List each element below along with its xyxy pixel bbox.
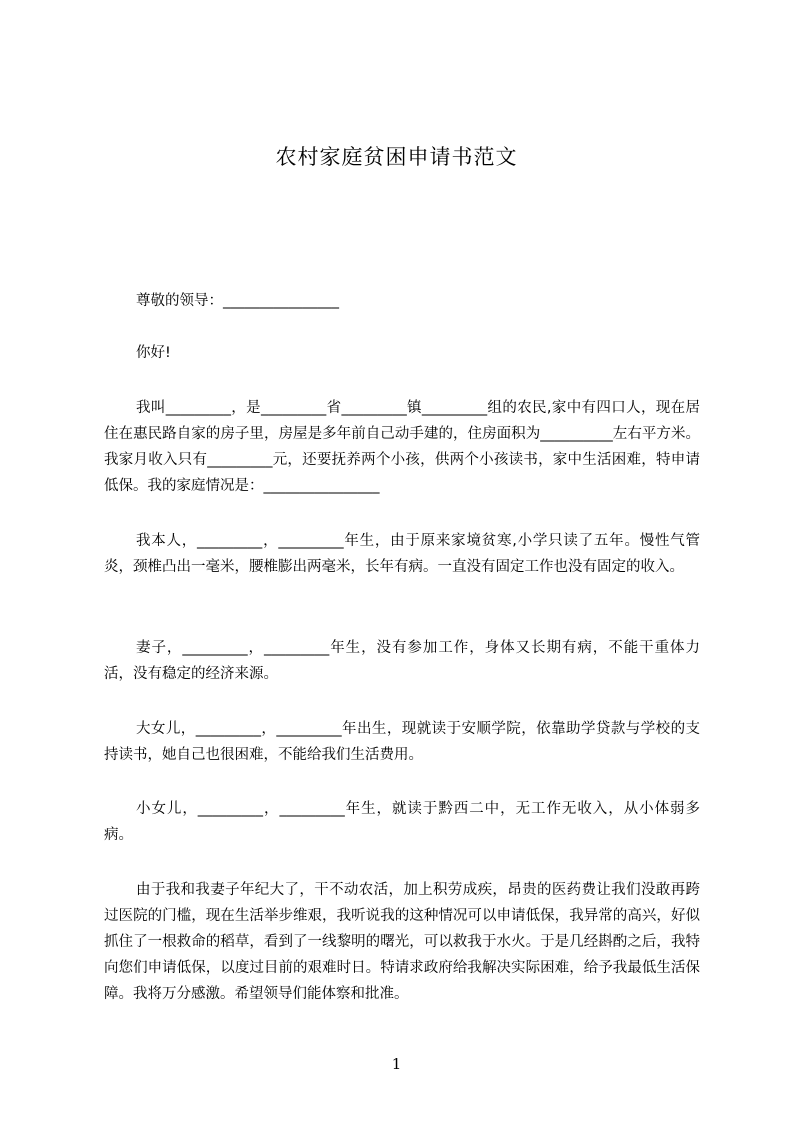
page-title: 农村家庭贫困申请书范文 — [275, 145, 518, 169]
paragraph-elder-daughter: 大女儿，_________，_________年出生，现就读于安顺学院，依靠助学贷款与学校的支持读书，她自己也很困难，不能给我们生活费用。 — [104, 721, 700, 763]
paragraph-request: 由于我和我妻子年纪大了，干不动农活，加上积劳成疾，昂贵的医药费让我们没敢再跨过医院的门槛，现在生活举步维艰，我听说我的这种情况可以申请低保，我异常的高兴，好似抓住了一根救命的稻草，看到了一线黎明的曙光，可以救我于水火。于是几经斟酌之后，我特向您们申请低保，以度过目前的艰难时日。特请求政府给我解决实际困难，给予我最低生活保障。我将万分感激。希望领导们能体察和批准。 — [104, 882, 700, 1002]
paragraph-intro: 我叫_________，是_________省_________镇_________组的农民,家中有四口人，现在居住在惠民路自家的房子里，房屋是多年前自己动手建的，住房面积为__________左右平方米。我家月收入只有_________元，还要抚养两个小孩，供两个小孩读书，家中生活困难，特申请低保。我的家庭情况是：________________ — [104, 400, 700, 494]
paragraph-self: 我本人，_________，_________年生，由于原来家境贫寒,小学只读了五年。慢性气管炎，颈椎凸出一毫米，腰椎膨出两毫米，长年有病。一直没有固定工作也没有固定的收入。 — [104, 533, 700, 575]
page-number: 1 — [391, 1055, 402, 1073]
salutation: 尊敬的领导：________________ — [136, 293, 339, 309]
paragraph-younger-daughter: 小女儿，_________，_________年生，就读于黔西二中，无工作无收入，从小体弱多病。 — [104, 801, 700, 843]
paragraph-wife: 妻子，_________，_________年生，没有参加工作，身体又长期有病，不能干重体力活，没有稳定的经济来源。 — [104, 640, 700, 682]
greeting: 你好! — [136, 345, 171, 361]
